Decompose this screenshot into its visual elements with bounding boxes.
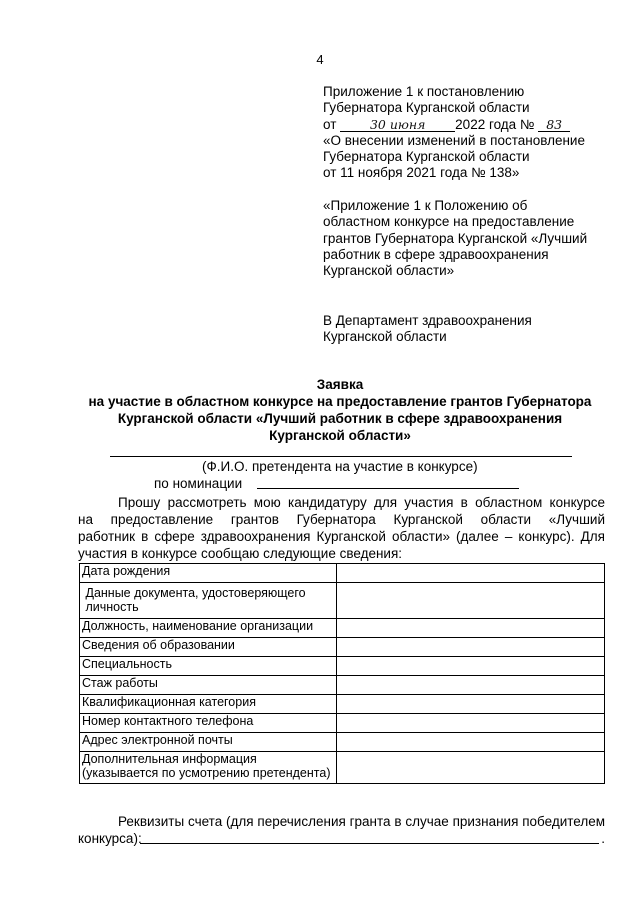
account-details: [78, 813, 605, 847]
row-label: Адрес электронной почты: [80, 733, 337, 752]
row-label: [80, 583, 337, 619]
appendix-2-header: [323, 198, 587, 279]
table-row: [80, 619, 605, 638]
appendix-2-line-5: Курганской области»: [323, 263, 455, 279]
row-label: Дата рождения: [80, 564, 337, 583]
row-label-line-2: личность: [82, 600, 139, 614]
appendix-header: [323, 84, 585, 182]
row-label-line-1: Данные документа, удостоверяющего: [82, 586, 306, 600]
row-value-cell[interactable]: [337, 583, 605, 619]
document-title: [60, 376, 620, 444]
appendix-line-1: Приложение 1 к постановлению: [323, 84, 525, 99]
handwritten-number: 83: [538, 118, 570, 132]
row-value-cell[interactable]: [337, 638, 605, 657]
row-value-cell[interactable]: [337, 564, 605, 583]
table-row: [80, 583, 605, 619]
table-row: [80, 733, 605, 752]
table-row: [80, 676, 605, 695]
appendix-2-line-1: «Приложение 1 к Положению об: [323, 198, 528, 213]
row-value-cell[interactable]: [337, 695, 605, 714]
row-value-cell[interactable]: [337, 676, 605, 695]
account-line-2: [78, 830, 605, 847]
row-label: Квалификационная категория: [80, 695, 337, 714]
appendix-2-line-3: грантов Губернатора Курганской «Лучший: [323, 230, 588, 246]
title-line-4: Курганской области»: [269, 428, 411, 443]
title-line-3: Курганской области «Лучший работник в сфере здравоохранения: [117, 411, 563, 426]
table-row: [80, 564, 605, 583]
request-line-4: участия в конкурсе сообщаю следующие сведения:: [78, 546, 403, 561]
request-paragraph: [78, 494, 605, 562]
row-label: Стаж работы: [80, 676, 337, 695]
appendix-line-2: Губернатора Курганской области: [323, 100, 530, 116]
table-row: [80, 752, 605, 784]
appendix-date-line: [323, 117, 585, 133]
account-line-end: .: [601, 831, 605, 846]
nomination-label: по номинации: [154, 476, 243, 491]
row-value-cell[interactable]: [337, 733, 605, 752]
row-value-cell[interactable]: [337, 714, 605, 733]
table-row: [80, 695, 605, 714]
year-text: 2022 года №: [455, 116, 535, 132]
account-blank-line[interactable]: [140, 843, 599, 844]
row-value-cell[interactable]: [337, 619, 605, 638]
account-line-1: Реквизиты счета (для перечисления гранта в случае признания победителем: [118, 814, 605, 829]
row-label: Сведения об образовании: [80, 638, 337, 657]
row-label: Должность, наименование организации: [80, 619, 337, 638]
appendix-line-6: от 11 ноября 2021 года № 138»: [323, 165, 520, 181]
request-line-3: работник в сфере здравоохранения Курганской области» (далее – конкурс). Для: [78, 529, 605, 544]
row-label: Специальность: [80, 657, 337, 676]
request-line-2: на предоставление грантов Губернатора Курганской области «Лучший: [78, 512, 605, 527]
row-label: [80, 752, 337, 784]
addressee-line-1: В Департамент здравоохранения: [323, 313, 532, 328]
title-line-1: Заявка: [316, 377, 364, 392]
handwritten-date: 30 июня: [340, 118, 455, 132]
table-row: [80, 638, 605, 657]
addressee: [323, 313, 532, 346]
row-value-cell[interactable]: [337, 752, 605, 784]
page-number: 4: [316, 52, 324, 67]
row-value-cell[interactable]: [337, 657, 605, 676]
row-label-line-2: (указывается по усмотрению претендента): [82, 766, 331, 780]
nomination-blank-line[interactable]: [257, 488, 519, 489]
account-label: конкурса):: [78, 831, 142, 846]
applicant-info-table: [79, 563, 605, 784]
table-row: [80, 714, 605, 733]
appendix-line-4: «О внесении изменений в постановление: [323, 132, 585, 148]
fio-caption: (Ф.И.О. претендента на участие в конкурсе): [202, 459, 478, 474]
table-row: [80, 657, 605, 676]
row-label-line-1: Дополнительная информация: [82, 752, 257, 766]
addressee-line-2: Курганской области: [323, 329, 447, 345]
appendix-line-5: Губернатора Курганской области: [323, 149, 530, 165]
title-line-2: на участие в областном конкурсе на предоставление грантов Губернатора: [88, 394, 592, 409]
appendix-2-line-2: областном конкурсе на предоставление: [323, 214, 575, 230]
request-line-1: Прошу рассмотреть мою кандидатуру для участия в областном конкурсе: [118, 495, 605, 510]
row-label: Номер контактного телефона: [80, 714, 337, 733]
date-prefix: от: [323, 116, 337, 132]
fio-blank-line[interactable]: [110, 456, 572, 457]
appendix-2-line-4: работник в сфере здравоохранения: [323, 246, 549, 262]
